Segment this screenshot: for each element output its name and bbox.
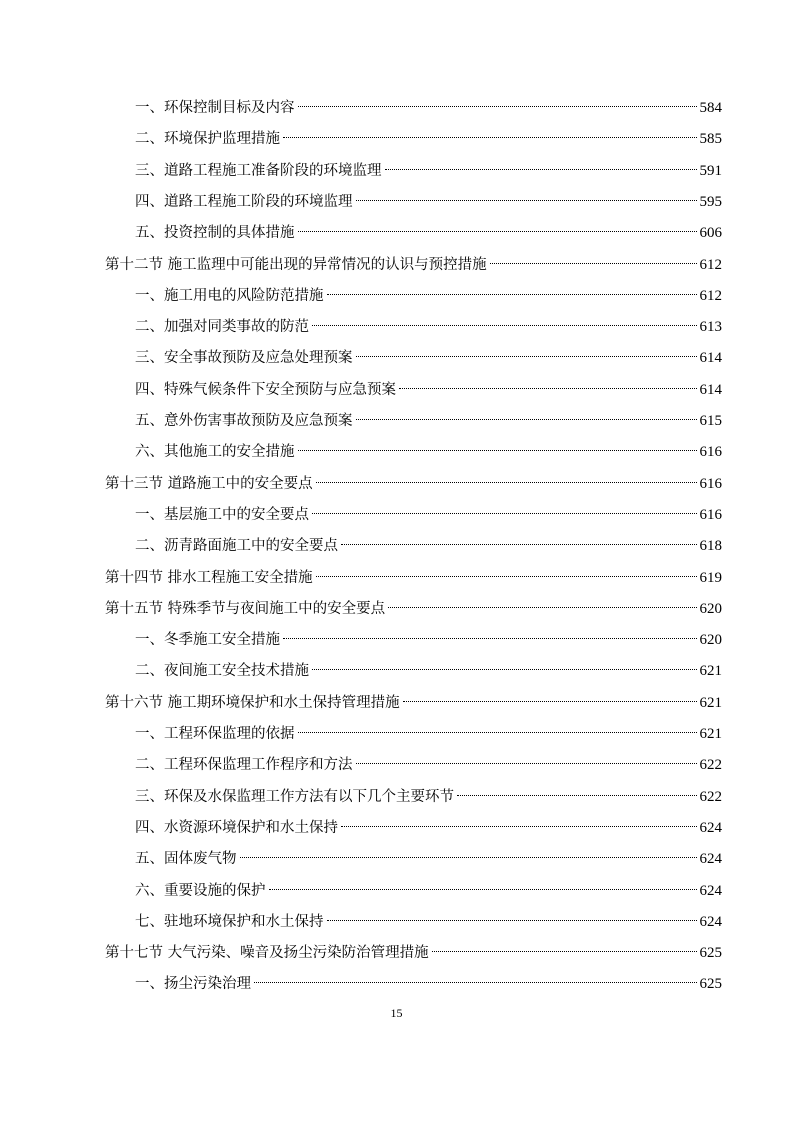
toc-entry-page: 624 xyxy=(699,851,722,868)
toc-section-entry[interactable] xyxy=(105,566,722,590)
toc-entry-title: 二、工程环保监理工作程序和方法 xyxy=(135,757,353,774)
toc-entry-page: 612 xyxy=(699,287,722,304)
toc-entry-title: 六、重要设施的保护 xyxy=(135,882,266,899)
toc-subsection-entry[interactable] xyxy=(135,628,722,652)
toc-entry-title: 一、扬尘污染治理 xyxy=(135,976,251,993)
toc-subsection-entry[interactable] xyxy=(135,315,722,339)
dot-leader xyxy=(316,576,697,577)
toc-entry-page: 618 xyxy=(699,538,722,555)
toc-entry-page: 622 xyxy=(699,757,722,774)
toc-entry-page: 616 xyxy=(699,475,722,492)
dot-leader xyxy=(327,294,697,295)
toc-subsection-entry[interactable] xyxy=(135,879,722,903)
dot-leader xyxy=(356,419,697,420)
dot-leader xyxy=(388,607,696,608)
toc-entry-title: 六、其他施工的安全措施 xyxy=(135,444,295,461)
toc-entry-page: 624 xyxy=(699,882,722,899)
toc-subsection-entry[interactable] xyxy=(135,722,722,746)
dot-leader xyxy=(385,169,697,170)
toc-entry-page: 619 xyxy=(699,569,722,586)
toc-subsection-entry[interactable] xyxy=(135,534,722,558)
toc-entry-page: 616 xyxy=(699,506,722,523)
dot-leader xyxy=(341,544,697,545)
dot-leader xyxy=(312,669,697,670)
page-number: 15 xyxy=(390,1006,403,1020)
toc-entry-title: 第十三节 道路施工中的安全要点 xyxy=(105,475,313,492)
dot-leader xyxy=(403,701,697,702)
toc-entry-title: 五、意外伤害事故预防及应急预案 xyxy=(135,413,353,429)
toc-entry-page: 612 xyxy=(699,256,722,273)
toc-entry-page: 606 xyxy=(699,225,722,242)
toc-entry-page: 613 xyxy=(699,319,722,336)
toc-entry-title: 五、固体废气物 xyxy=(135,851,237,868)
toc-entry-title: 四、道路工程施工阶段的环境监理 xyxy=(135,193,353,210)
dot-leader xyxy=(356,763,697,764)
toc-subsection-entry[interactable] xyxy=(135,753,722,777)
dot-leader xyxy=(312,325,697,326)
toc-section-entry[interactable] xyxy=(105,691,722,715)
dot-leader xyxy=(316,482,697,483)
toc-section-entry[interactable] xyxy=(105,253,722,277)
toc-entry-page: 584 xyxy=(699,100,722,116)
toc-subsection-entry[interactable] xyxy=(135,284,722,308)
toc-entry-title: 第十二节 施工监理中可能出现的异常情况的认识与预控措施 xyxy=(105,256,487,273)
toc-entry-title: 四、水资源环境保护和水土保持 xyxy=(135,819,338,836)
dot-leader xyxy=(298,450,697,451)
toc-entry-title: 二、沥青路面施工中的安全要点 xyxy=(135,538,338,555)
toc-subsection-entry[interactable] xyxy=(135,409,722,433)
toc-entry-page: 585 xyxy=(699,131,722,148)
toc-subsection-entry[interactable] xyxy=(135,159,722,183)
dot-leader xyxy=(356,200,697,201)
toc-entry-page: 624 xyxy=(699,913,722,930)
toc-entry-title: 第十五节 特殊季节与夜间施工中的安全要点 xyxy=(105,600,386,617)
dot-leader xyxy=(283,137,697,138)
dot-leader xyxy=(254,982,697,983)
toc-entry-page: 616 xyxy=(699,444,722,461)
toc-entry-page: 614 xyxy=(699,350,722,367)
toc-entry-title: 三、道路工程施工准备阶段的环境监理 xyxy=(135,162,382,179)
toc-entry-title: 一、基层施工中的安全要点 xyxy=(135,506,309,523)
toc-entry-page: 591 xyxy=(699,162,722,179)
toc-entry-page: 621 xyxy=(699,694,722,711)
dot-leader xyxy=(399,388,697,389)
toc-section-entry[interactable] xyxy=(105,941,722,965)
toc-subsection-entry[interactable] xyxy=(135,127,722,151)
toc-entry-title: 一、冬季施工安全措施 xyxy=(135,632,280,649)
toc-entry-title: 第十六节 施工期环境保护和水土保持管理措施 xyxy=(105,694,400,711)
dot-leader xyxy=(283,638,697,639)
toc-entry-title: 一、工程环保监理的依据 xyxy=(135,726,295,742)
toc-subsection-entry[interactable] xyxy=(135,440,722,464)
toc-entry-title: 第十七节 大气污染、噪音及扬尘污染防治管理措施 xyxy=(105,945,429,962)
toc-entry-page: 614 xyxy=(699,381,722,398)
dot-leader xyxy=(312,513,697,514)
toc-section-entry[interactable] xyxy=(105,597,722,621)
toc-entry-title: 一、施工用电的风险防范措施 xyxy=(135,287,324,304)
dot-leader xyxy=(298,732,697,733)
toc-subsection-entry[interactable] xyxy=(135,785,722,809)
toc-subsection-entry[interactable] xyxy=(135,190,722,214)
toc-entry-title: 第十四节 排水工程施工安全措施 xyxy=(105,569,313,586)
toc-subsection-entry[interactable] xyxy=(135,972,722,996)
toc-entry-title: 一、环保控制目标及内容 xyxy=(135,100,295,116)
toc-subsection-entry[interactable] xyxy=(135,816,722,840)
dot-leader xyxy=(269,889,697,890)
toc-subsection-entry[interactable] xyxy=(135,346,722,370)
toc-entry-page: 625 xyxy=(699,945,722,962)
dot-leader xyxy=(240,857,697,858)
toc-entry-title: 二、环境保护监理措施 xyxy=(135,131,280,148)
dot-leader xyxy=(298,106,697,107)
toc-subsection-entry[interactable] xyxy=(135,847,722,871)
toc-entry-title: 五、投资控制的具体措施 xyxy=(135,225,295,242)
toc-subsection-entry[interactable] xyxy=(135,96,722,120)
toc-section-entry[interactable] xyxy=(105,472,722,496)
toc-entry-page: 624 xyxy=(699,819,722,836)
toc-entry-page: 621 xyxy=(699,663,722,680)
dot-leader xyxy=(490,263,697,264)
toc-entry-page: 621 xyxy=(699,726,722,742)
toc-subsection-entry[interactable] xyxy=(135,221,722,245)
dot-leader xyxy=(327,920,697,921)
toc-subsection-entry[interactable] xyxy=(135,910,722,934)
dot-leader xyxy=(356,356,697,357)
toc-subsection-entry[interactable] xyxy=(135,503,722,527)
dot-leader xyxy=(298,231,697,232)
toc-entry-title: 三、安全事故预防及应急处理预案 xyxy=(135,350,353,367)
toc-entry-title: 四、特殊气候条件下安全预防与应急预案 xyxy=(135,381,396,398)
toc-subsection-entry[interactable] xyxy=(135,659,722,683)
toc-entry-page: 615 xyxy=(699,413,722,429)
toc-entry-title: 二、加强对同类事故的防范 xyxy=(135,319,309,336)
toc-entry-page: 620 xyxy=(699,600,722,617)
dot-leader xyxy=(457,795,697,796)
toc-entry-page: 620 xyxy=(699,632,722,649)
toc-entry-title: 七、驻地环境保护和水土保持 xyxy=(135,913,324,930)
toc-entry-title: 二、夜间施工安全技术措施 xyxy=(135,663,309,680)
toc-entry-page: 625 xyxy=(699,976,722,993)
toc-subsection-entry[interactable] xyxy=(135,378,722,402)
toc-entry-title: 三、环保及水保监理工作方法有以下几个主要环节 xyxy=(135,788,454,805)
toc-entry-page: 595 xyxy=(699,193,722,210)
dot-leader xyxy=(432,951,697,952)
dot-leader xyxy=(341,826,697,827)
toc-entry-page: 622 xyxy=(699,788,722,805)
